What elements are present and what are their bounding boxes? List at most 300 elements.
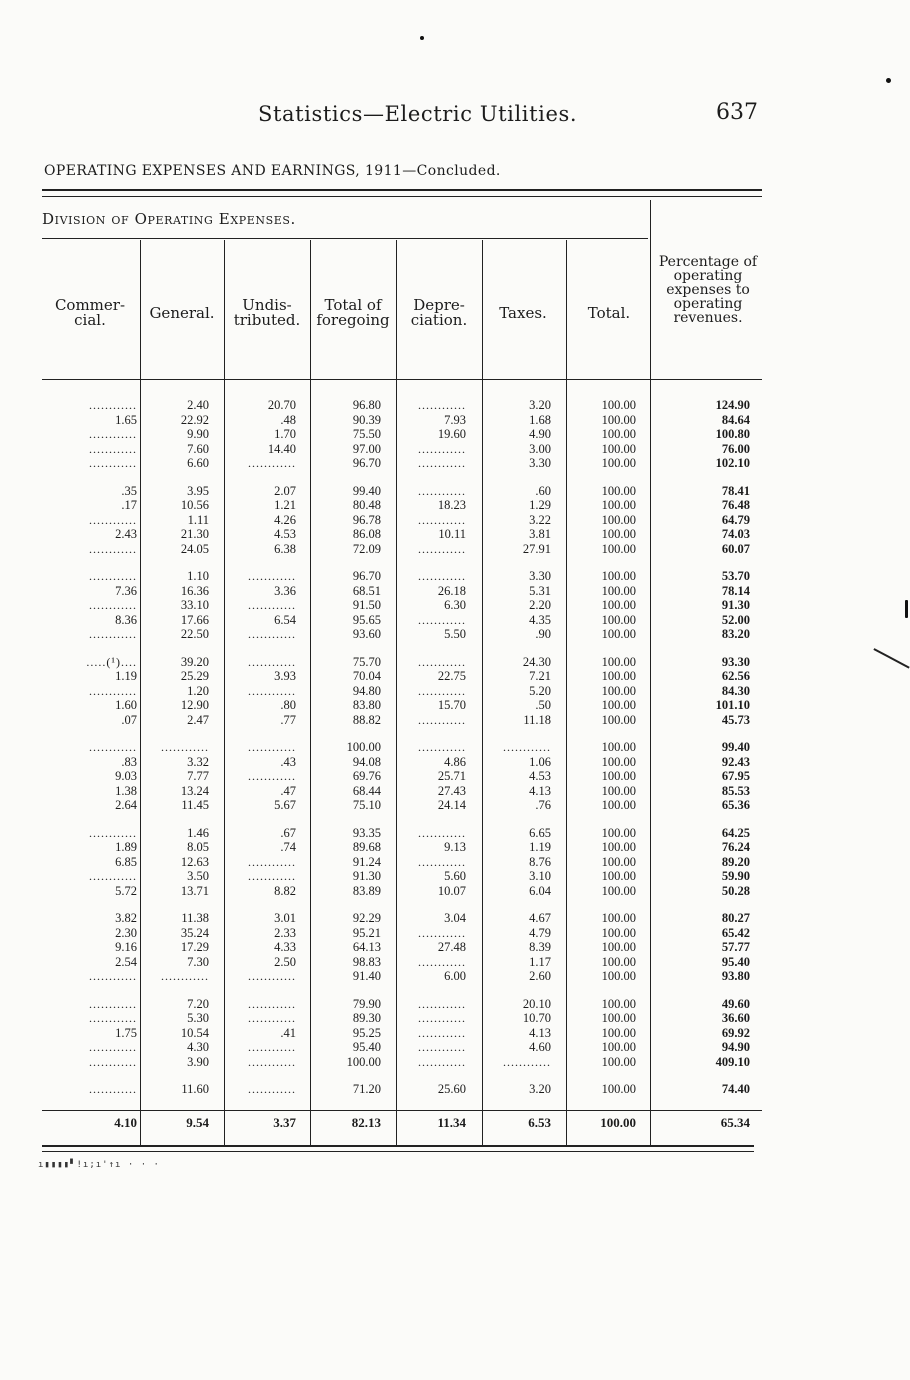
totals-cell-depreciation: 11.34 [437, 1115, 466, 1130]
ink-stroke [874, 648, 910, 668]
table-cell-undistributed: ............ [248, 1082, 296, 1096]
table-cell-general: 12.90 [180, 698, 209, 712]
table-cell-undistributed: 3.93 [274, 669, 296, 683]
table-cell-percentage: 78.41 [721, 483, 750, 498]
table-cell-percentage: 62.56 [721, 669, 750, 683]
table-cell-commercial: ............ [89, 541, 137, 556]
table-cell-taxes: 3.20 [529, 1082, 551, 1096]
page-number: 637 [716, 100, 758, 125]
table-cell-taxes: 3.81 [529, 527, 551, 541]
table-cell-total-of-foregoing: 72.09 [352, 541, 381, 556]
table-cell-percentage: 100.80 [715, 427, 750, 441]
table-cell-depreciation: ............ [418, 1011, 466, 1025]
ink-dot [420, 36, 424, 40]
table-cell-total-of-foregoing: 95.40 [352, 1040, 381, 1054]
table-cell-commercial: .35 [121, 483, 137, 498]
table-cell-total-of-foregoing: 89.30 [352, 1011, 381, 1025]
table-cell-total: 100.00 [601, 698, 636, 712]
table-cell-general: 17.66 [180, 612, 209, 627]
table-cell-depreciation: ............ [418, 612, 466, 627]
table-cell-undistributed: ............ [248, 598, 296, 612]
table-cell-undistributed: 3.36 [274, 583, 296, 598]
table-cell-general: 1.10 [187, 569, 209, 583]
table-cell-percentage: 84.64 [721, 412, 750, 427]
table-cell-percentage: 93.80 [721, 969, 750, 983]
table-cell-commercial: 5.72 [115, 883, 137, 898]
table-cell-depreciation: 10.11 [438, 527, 466, 541]
table-cell-undistributed: .74 [280, 840, 296, 854]
table-cell-taxes: 3.20 [529, 398, 551, 412]
table-cell-percentage: 50.28 [721, 883, 750, 898]
table-cell-general: 13.71 [180, 883, 209, 898]
table-cell-taxes: 8.76 [529, 854, 551, 869]
table-cell-taxes: 5.20 [529, 683, 551, 698]
table-cell-depreciation: 5.50 [444, 627, 466, 641]
header-rule [42, 379, 762, 380]
top-rule-2 [42, 196, 762, 197]
table-cell-taxes: 10.70 [522, 1011, 551, 1025]
table-cell-depreciation: ............ [418, 654, 466, 669]
table-cell-depreciation: 18.23 [437, 498, 466, 512]
table-cell-undistributed: ............ [248, 769, 296, 783]
table-cell-total-of-foregoing: 68.44 [352, 783, 381, 798]
table-cell-commercial: 6.85 [115, 854, 137, 869]
table-cell-general: 10.54 [180, 1025, 209, 1040]
table-cell-commercial: ............ [89, 569, 137, 583]
table-cell-taxes: 4.35 [529, 612, 551, 627]
table-cell-taxes: 7.21 [529, 669, 551, 683]
table-cell-depreciation: ............ [418, 441, 466, 456]
division-rule [42, 238, 648, 239]
table-cell-taxes: 1.29 [529, 498, 551, 512]
table-cell-undistributed: ............ [248, 869, 296, 883]
table-cell-percentage: 52.00 [721, 612, 750, 627]
running-title: Statistics—Electric Utilities. [258, 102, 578, 126]
table-cell-general: 21.30 [180, 527, 209, 541]
table-cell-total: 100.00 [601, 441, 636, 456]
table-cell-total: 100.00 [601, 783, 636, 798]
table-cell-total-of-foregoing: 97.00 [352, 441, 381, 456]
table-cell-total: 100.00 [601, 483, 636, 498]
table-cell-taxes: 11.18 [523, 712, 551, 727]
table-cell-commercial: ............ [89, 456, 137, 470]
table-cell-total-of-foregoing: 96.78 [352, 512, 381, 527]
table-cell-commercial: 2.30 [115, 925, 137, 940]
table-cell-depreciation: ............ [418, 1025, 466, 1040]
table-cell-general: 5.30 [187, 1011, 209, 1025]
footer-scribble: ı▮▮▮▮▘!ı;ı'↑ı · · · [38, 1160, 160, 1170]
table-cell-general: 7.30 [187, 954, 209, 969]
table-cell-taxes: 1.17 [529, 954, 551, 969]
table-cell-percentage: 93.30 [721, 654, 750, 669]
table-cell-total-of-foregoing: 64.13 [352, 940, 381, 954]
table-cell-total: 100.00 [601, 911, 636, 925]
table-cell-total-of-foregoing: 80.48 [352, 498, 381, 512]
table-cell-undistributed: ............ [248, 996, 296, 1011]
table-cell-commercial: ............ [89, 740, 137, 754]
table-cell-general: ............ [161, 740, 209, 754]
table-cell-total: 100.00 [601, 1040, 636, 1054]
table-cell-depreciation: ............ [418, 398, 466, 412]
table-cell-undistributed: ............ [248, 569, 296, 583]
table-cell-percentage: 65.42 [721, 925, 750, 940]
table-cell-total-of-foregoing: 68.51 [352, 583, 381, 598]
totals-cell-commercial: 4.10 [114, 1115, 137, 1130]
table-cell-total: 100.00 [601, 1054, 636, 1069]
table-cell-total-of-foregoing: 91.50 [352, 598, 381, 612]
table-cell-percentage: 76.48 [721, 498, 750, 512]
table-cell-undistributed: ............ [248, 654, 296, 669]
table-cell-total-of-foregoing: 86.08 [352, 527, 381, 541]
column-header-taxes: Taxes. [499, 304, 547, 322]
column-header-undistributed: Undis- tributed. [233, 296, 301, 329]
table-cell-depreciation: ............ [418, 1054, 466, 1069]
table-cell-total: 100.00 [601, 569, 636, 583]
table-cell-percentage: 76.24 [721, 840, 750, 854]
table-cell-commercial: ............ [89, 398, 137, 412]
totals-cell-general: 9.54 [186, 1115, 209, 1130]
table-cell-total-of-foregoing: 100.00 [346, 1054, 381, 1069]
table-cell-total: 100.00 [601, 512, 636, 527]
table-cell-undistributed: .43 [280, 754, 296, 769]
table-cell-depreciation: 22.75 [437, 669, 466, 683]
table-cell-percentage: 67.95 [721, 769, 750, 783]
table-cell-general: 7.77 [187, 769, 209, 783]
table-cell-taxes: .60 [535, 483, 551, 498]
table-cell-percentage: 59.90 [721, 869, 750, 883]
table-cell-commercial: .....(¹).... [86, 654, 137, 669]
table-cell-percentage: 102.10 [715, 456, 750, 470]
table-cell-taxes: 4.60 [529, 1040, 551, 1054]
table-cell-general: 1.46 [187, 825, 209, 840]
table-cell-undistributed: 6.38 [274, 541, 296, 556]
table-cell-total-of-foregoing: 96.80 [352, 398, 381, 412]
table-cell-general: 13.24 [180, 783, 209, 798]
totals-cell-undistributed: 3.37 [273, 1115, 296, 1130]
table-cell-total-of-foregoing: 95.21 [352, 925, 381, 940]
table-cell-taxes: 4.13 [529, 1025, 551, 1040]
table-cell-total-of-foregoing: 75.70 [352, 654, 381, 669]
table-cell-commercial: 2.43 [115, 527, 137, 541]
table-cell-commercial: 1.60 [115, 698, 137, 712]
table-cell-total: 100.00 [601, 598, 636, 612]
table-cell-percentage: 95.40 [721, 954, 750, 969]
table-cell-taxes: 1.68 [529, 412, 551, 427]
table-cell-commercial: ............ [89, 683, 137, 698]
table-cell-general: 8.05 [187, 840, 209, 854]
table-cell-undistributed: 5.67 [274, 798, 296, 812]
table-cell-undistributed: 6.54 [274, 612, 296, 627]
table-cell-taxes: 4.53 [529, 769, 551, 783]
table-cell-general: 4.30 [187, 1040, 209, 1054]
table-cell-total-of-foregoing: 90.39 [352, 412, 381, 427]
table-cell-total: 100.00 [601, 669, 636, 683]
table-cell-depreciation: 4.86 [444, 754, 466, 769]
table-cell-taxes: ............ [503, 740, 551, 754]
table-cell-general: 3.50 [187, 869, 209, 883]
column-header-total-of-foregoing: Total of foregoing [316, 296, 390, 329]
table-cell-undistributed: ............ [248, 969, 296, 983]
table-cell-depreciation: 25.60 [437, 1082, 466, 1096]
table-cell-percentage: 49.60 [721, 996, 750, 1011]
table-cell-total: 100.00 [601, 825, 636, 840]
ink-dot [886, 78, 891, 83]
table-cell-taxes: .50 [535, 698, 551, 712]
table-cell-general: 3.95 [187, 483, 209, 498]
table-cell-general: 16.36 [180, 583, 209, 598]
table-cell-percentage: 36.60 [721, 1011, 750, 1025]
table-cell-commercial: ............ [89, 1082, 137, 1096]
bottom-rule-2 [42, 1151, 754, 1152]
table-cell-general: 12.63 [180, 854, 209, 869]
table-cell-general: 25.29 [180, 669, 209, 683]
table-cell-undistributed: .41 [280, 1025, 296, 1040]
table-cell-commercial: ............ [89, 1040, 137, 1054]
top-rule [42, 189, 762, 191]
totals-cell-total: 100.00 [600, 1115, 636, 1130]
table-cell-depreciation: ............ [418, 569, 466, 583]
table-cell-depreciation: 6.00 [444, 969, 466, 983]
table-cell-percentage: 84.30 [721, 683, 750, 698]
table-cell-total: 100.00 [601, 527, 636, 541]
table-cell-percentage: 92.43 [721, 754, 750, 769]
table-cell-depreciation: ............ [418, 740, 466, 754]
table-cell-taxes: ............ [503, 1054, 551, 1069]
table-cell-commercial: .83 [121, 754, 137, 769]
table-cell-percentage: 94.90 [721, 1040, 750, 1054]
table-cell-commercial: 1.75 [115, 1025, 137, 1040]
table-cell-general: 10.56 [180, 498, 209, 512]
table-cell-depreciation: ............ [418, 712, 466, 727]
table-cell-depreciation: 15.70 [437, 698, 466, 712]
table-cell-total-of-foregoing: 83.80 [352, 698, 381, 712]
table-cell-general: 11.45 [181, 798, 209, 812]
table-cell-undistributed: ............ [248, 1054, 296, 1069]
table-cell-percentage: 80.27 [721, 911, 750, 925]
table-caption: OPERATING EXPENSES AND EARNINGS, 1911—Concluded. [44, 163, 501, 179]
table-cell-total-of-foregoing: 69.76 [352, 769, 381, 783]
table-cell-total-of-foregoing: 91.24 [352, 854, 381, 869]
table-cell-total-of-foregoing: 96.70 [352, 569, 381, 583]
table-cell-total: 100.00 [601, 954, 636, 969]
table-cell-total-of-foregoing: 100.00 [346, 740, 381, 754]
table-cell-undistributed: .67 [280, 825, 296, 840]
table-cell-percentage: 74.03 [721, 527, 750, 541]
table-cell-total: 100.00 [601, 925, 636, 940]
table-cell-general: 35.24 [180, 925, 209, 940]
table-cell-total: 100.00 [601, 798, 636, 812]
table-cell-percentage: 83.20 [721, 627, 750, 641]
table-cell-commercial: ............ [89, 627, 137, 641]
table-cell-general: 33.10 [180, 598, 209, 612]
bottom-rule [42, 1145, 754, 1147]
table-cell-total-of-foregoing: 95.25 [352, 1025, 381, 1040]
table-cell-commercial: ............ [89, 869, 137, 883]
table-cell-undistributed: .77 [280, 712, 296, 727]
table-cell-commercial: ............ [89, 512, 137, 527]
table-cell-general: 3.90 [187, 1054, 209, 1069]
table-cell-total: 100.00 [601, 498, 636, 512]
table-cell-total: 100.00 [601, 541, 636, 556]
table-cell-total-of-foregoing: 94.08 [352, 754, 381, 769]
table-cell-total: 100.00 [601, 1011, 636, 1025]
table-cell-depreciation: ............ [418, 1040, 466, 1054]
table-cell-general: 3.32 [187, 754, 209, 769]
totals-cell-percentage: 65.34 [720, 1115, 750, 1130]
table-cell-commercial: 7.36 [115, 583, 137, 598]
table-cell-general: 9.90 [187, 427, 209, 441]
table-cell-general: 1.11 [187, 512, 209, 527]
table-cell-depreciation: ............ [418, 683, 466, 698]
table-cell-total: 100.00 [601, 583, 636, 598]
table-cell-taxes: 3.30 [529, 569, 551, 583]
totals-cell-taxes: 6.53 [528, 1115, 551, 1130]
table-cell-total: 100.00 [601, 1082, 636, 1096]
table-cell-undistributed: ............ [248, 683, 296, 698]
table-cell-total: 100.00 [601, 654, 636, 669]
table-cell-commercial: 1.19 [115, 669, 137, 683]
table-cell-depreciation: ............ [418, 925, 466, 940]
table-cell-depreciation: 27.43 [437, 783, 466, 798]
table-cell-commercial: ............ [89, 441, 137, 456]
table-cell-percentage: 99.40 [721, 740, 750, 754]
table-cell-total: 100.00 [601, 869, 636, 883]
table-cell-depreciation: 5.60 [444, 869, 466, 883]
table-cell-undistributed: ............ [248, 740, 296, 754]
table-cell-depreciation: ............ [418, 541, 466, 556]
table-cell-total-of-foregoing: 93.60 [352, 627, 381, 641]
table-cell-percentage: 69.92 [721, 1025, 750, 1040]
table-cell-total: 100.00 [601, 940, 636, 954]
percentage-divider [650, 200, 651, 1145]
table-cell-percentage: 101.10 [715, 698, 750, 712]
table-cell-percentage: 53.70 [721, 569, 750, 583]
table-cell-depreciation: ............ [418, 483, 466, 498]
table-cell-taxes: 1.19 [529, 840, 551, 854]
table-cell-commercial: 1.89 [115, 840, 137, 854]
division-title: Division of Operating Expenses. [42, 210, 296, 228]
table-cell-percentage: 57.77 [721, 940, 750, 954]
table-cell-general: ............ [161, 969, 209, 983]
table-cell-total-of-foregoing: 92.29 [352, 911, 381, 925]
table-cell-taxes: 27.91 [522, 541, 551, 556]
totals-rule [42, 1110, 762, 1111]
table-cell-general: 7.60 [187, 441, 209, 456]
table-cell-commercial: ............ [89, 1054, 137, 1069]
table-cell-commercial: 9.03 [115, 769, 137, 783]
table-cell-total: 100.00 [601, 398, 636, 412]
table-cell-commercial: ............ [89, 825, 137, 840]
table-cell-undistributed: .47 [280, 783, 296, 798]
table-cell-undistributed: 1.21 [274, 498, 296, 512]
table-cell-total-of-foregoing: 98.83 [352, 954, 381, 969]
table-cell-undistributed: .48 [280, 412, 296, 427]
table-cell-total-of-foregoing: 96.70 [352, 456, 381, 470]
table-cell-percentage: 78.14 [721, 583, 750, 598]
table-cell-total: 100.00 [601, 996, 636, 1011]
table-cell-total: 100.00 [601, 854, 636, 869]
table-cell-total: 100.00 [601, 456, 636, 470]
table-cell-general: 11.60 [181, 1082, 209, 1096]
table-cell-depreciation: 26.18 [437, 583, 466, 598]
table-cell-depreciation: 27.48 [437, 940, 466, 954]
table-cell-total: 100.00 [601, 883, 636, 898]
table-cell-percentage: 91.30 [721, 598, 750, 612]
table-cell-undistributed: 4.33 [274, 940, 296, 954]
table-cell-undistributed: 3.01 [274, 911, 296, 925]
table-cell-total-of-foregoing: 99.40 [352, 483, 381, 498]
table-cell-total-of-foregoing: 88.82 [352, 712, 381, 727]
table-cell-total: 100.00 [601, 740, 636, 754]
table-cell-percentage: 74.40 [721, 1082, 750, 1096]
ink-dot [905, 600, 908, 618]
table-cell-commercial: ............ [89, 969, 137, 983]
table-cell-undistributed: 8.82 [274, 883, 296, 898]
table-cell-commercial: 9.16 [115, 940, 137, 954]
table-cell-depreciation: ............ [418, 456, 466, 470]
table-cell-undistributed: 2.07 [274, 483, 296, 498]
table-cell-general: 39.20 [180, 654, 209, 669]
table-cell-taxes: .76 [535, 798, 551, 812]
table-cell-depreciation: 25.71 [437, 769, 466, 783]
table-cell-taxes: 3.00 [529, 441, 551, 456]
table-cell-taxes: 6.65 [529, 825, 551, 840]
table-cell-percentage: 65.36 [721, 798, 750, 812]
page-header [0, 100, 910, 130]
table-cell-percentage: 124.90 [715, 398, 750, 412]
column-header-percentage: Percentage of operating expenses to operating revenues. [658, 254, 758, 326]
table-cell-taxes: 3.10 [529, 869, 551, 883]
table-cell-commercial: ............ [89, 427, 137, 441]
table-cell-total-of-foregoing: 91.40 [352, 969, 381, 983]
table-cell-commercial: 2.64 [115, 798, 137, 812]
table-cell-taxes: 8.39 [529, 940, 551, 954]
column-header-commercial: Commer- cial. [54, 296, 126, 329]
table-cell-undistributed: ............ [248, 1040, 296, 1054]
table-cell-taxes: 5.31 [529, 583, 551, 598]
table-cell-undistributed: ............ [248, 854, 296, 869]
table-cell-depreciation: 9.13 [444, 840, 466, 854]
table-cell-total: 100.00 [601, 612, 636, 627]
table-cell-undistributed: ............ [248, 1011, 296, 1025]
table-cell-commercial: 1.65 [115, 412, 137, 427]
table-cell-undistributed: 2.33 [274, 925, 296, 940]
table-cell-total-of-foregoing: 75.50 [352, 427, 381, 441]
table-cell-total: 100.00 [601, 427, 636, 441]
table-cell-undistributed: 4.53 [274, 527, 296, 541]
table-cell-commercial: 2.54 [115, 954, 137, 969]
table-cell-general: 24.05 [180, 541, 209, 556]
table-cell-taxes: 1.06 [529, 754, 551, 769]
table-cell-depreciation: 3.04 [444, 911, 466, 925]
table-cell-depreciation: 6.30 [444, 598, 466, 612]
table-cell-taxes: 24.30 [522, 654, 551, 669]
table-cell-depreciation: ............ [418, 996, 466, 1011]
table-cell-taxes: 3.22 [529, 512, 551, 527]
table-cell-commercial: .17 [121, 498, 137, 512]
table-cell-total: 100.00 [601, 683, 636, 698]
table-cell-commercial: .07 [121, 712, 137, 727]
table-cell-general: 1.20 [187, 683, 209, 698]
table-cell-depreciation: 7.93 [444, 412, 466, 427]
table-cell-taxes: 4.13 [529, 783, 551, 798]
table-cell-total: 100.00 [601, 627, 636, 641]
table-cell-taxes: 2.60 [529, 969, 551, 983]
table-cell-commercial: 3.82 [115, 911, 137, 925]
table-cell-total: 100.00 [601, 840, 636, 854]
table-cell-total-of-foregoing: 71.20 [352, 1082, 381, 1096]
table-cell-depreciation: ............ [418, 954, 466, 969]
